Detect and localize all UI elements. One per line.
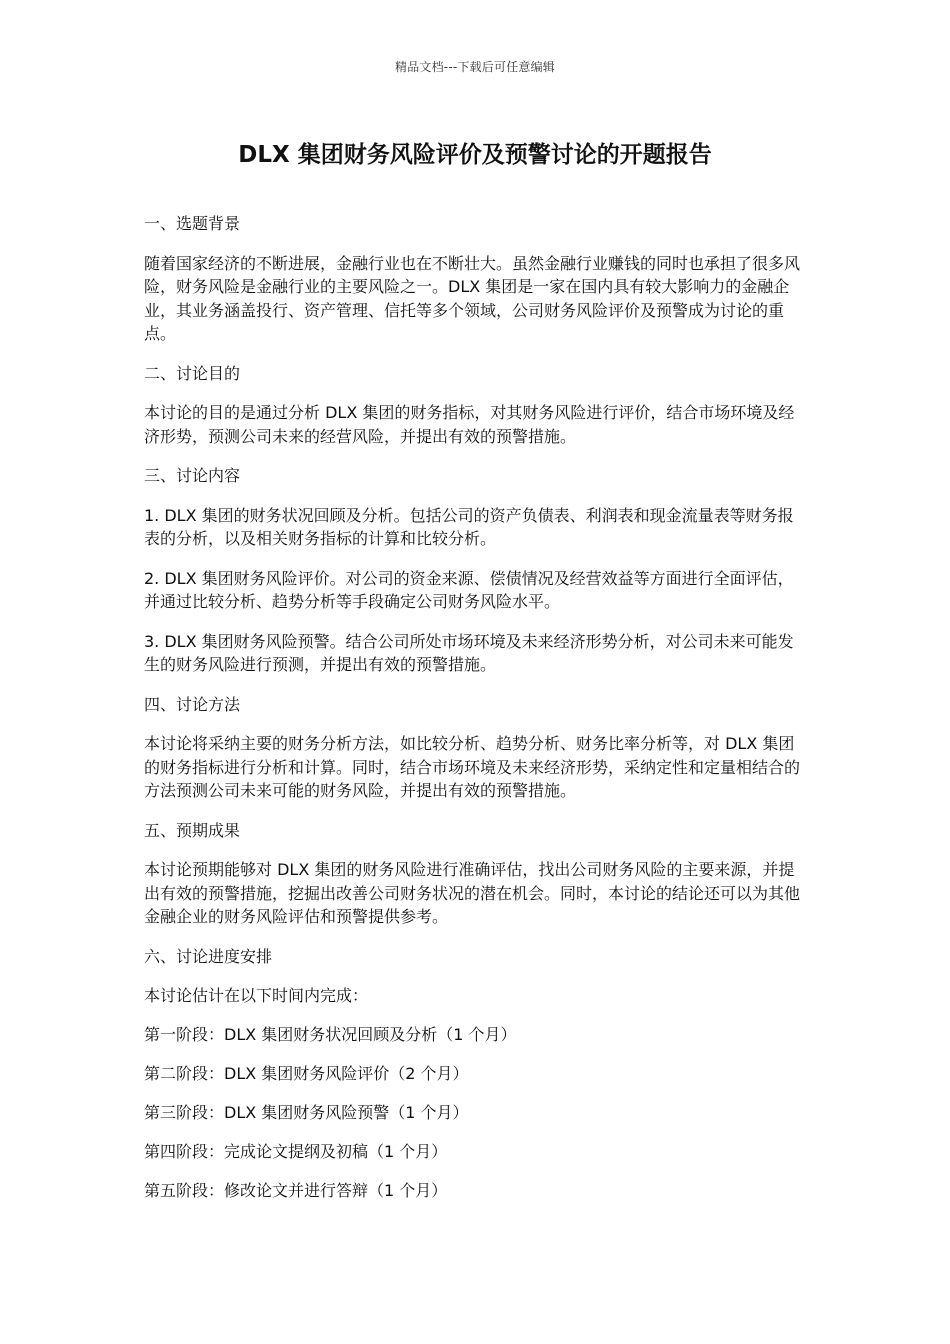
section-text-method: 本讨论将采纳主要的财务分析方法，如比较分析、趋势分析、财务比率分析等，对 DLX 集团的财务指标进行分析和计算。同时，结合市场环境及未来经济形势，采纳定性和定量相结合的方法预测公司未来可能的财务风险，并提出有效的预警措施。 [144,734,801,800]
schedule-stage-5: 第五阶段：修改论文并进行答辩（1 个月） [144,1181,448,1201]
schedule-intro: 本讨论估计在以下时间内完成： [144,986,369,1005]
section-text-purpose: 本讨论的目的是通过分析 DLX 集团的财务指标，对其财务风险进行评价，结合市场环境及经济形势，预测公司未来的经营风险，并提出有效的预警措施。 [144,403,795,446]
schedule-stage-1: 第一阶段：DLX 集团财务状况回顾及分析（1 个月） [144,1025,517,1045]
section-heading-purpose: 二、讨论目的 [144,363,241,383]
section-heading-method: 四、讨论方法 [144,694,241,714]
schedule-stage-4: 第四阶段：完成论文提纲及初稿（1 个月） [144,1142,448,1162]
section-heading-schedule: 六、讨论进度安排 [144,946,273,966]
schedule-stage-3: 第三阶段：DLX 集团财务风险预警（1 个月） [144,1103,469,1123]
content-item-3: 3. DLX 集团财务风险预警。结合公司所处市场环境及未来经济形势分析，对公司未来可能发生的财务风险进行预测，并提出有效的预警措施。 [144,631,794,674]
document-title: DLX 集团财务风险评价及预警讨论的开题报告 [238,142,712,168]
section-text-background: 随着国家经济的不断进展，金融行业也在不断壮大。虽然金融行业赚钱的同时也承担了很多风险，财务风险是金融行业的主要风险之一。DLX 集团是一家在国内具有较大影响力的金融企业，其业务涵盖投行、资产管理、信托等多个领域，公司财务风险评价及预警成为讨论的重点。 [144,253,801,343]
section-heading-content: 三、讨论内容 [144,466,241,485]
content-item-2: 2. DLX 集团财务风险评价。对公司的资金来源、偿债情况及经营效益等方面进行全面评估，并通过比较分析、趋势分析等手段确定公司财务风险水平。 [144,568,794,611]
schedule-stage-2: 第二阶段：DLX 集团财务风险评价（2 个月） [144,1064,469,1084]
section-text-outcome: 本讨论预期能够对 DLX 集团的财务风险进行准确评估，找出公司财务风险的主要来源，并提出有效的预警措施，挖掘出改善公司财务状况的潜在机会。同时，本讨论的结论还可以为其他金融企业的财务风险评估和预警提供参考。 [144,860,801,926]
page-header-note: 精品文档---下载后可任意编辑 [395,60,555,74]
section-heading-outcome: 五、预期成果 [144,820,241,840]
document-body [144,212,808,1219]
content-item-1: 1. DLX 集团的财务状况回顾及分析。包括公司的资产负债表、利润表和现金流量表等财务报表的分析，以及相关财务指标的计算和比较分析。 [144,505,794,548]
section-heading-background: 一、选题背景 [144,214,241,233]
